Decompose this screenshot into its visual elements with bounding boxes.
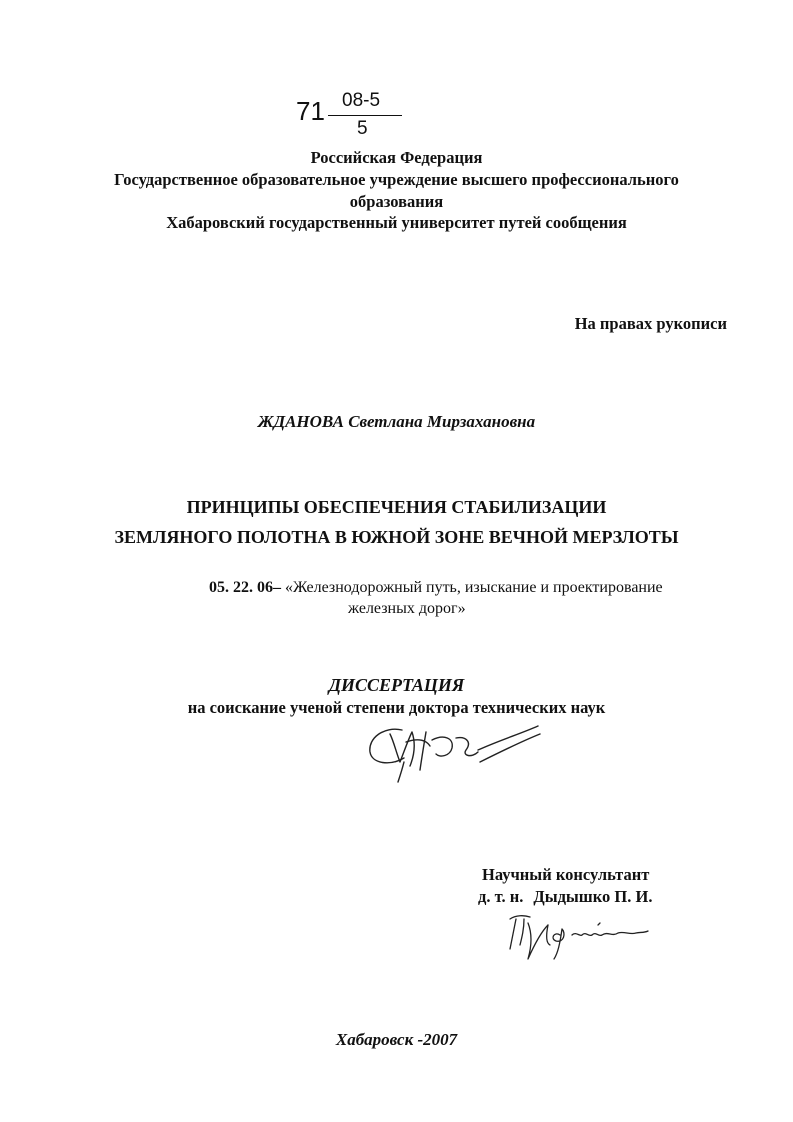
title-line2: ЗЕМЛЯНОГО ПОЛОТНА В ЮЖНОЙ ЗОНЕ ВЕЧНОЙ МЕРЗЛОТЫ bbox=[114, 527, 679, 547]
catalog-code-numerator: 08-5 bbox=[342, 90, 381, 111]
consultant-label: Научный консультант bbox=[482, 865, 650, 884]
header-institution-line1: Государственное образовательное учреждение высшего профессионального bbox=[114, 170, 679, 189]
header-country: Российская Федерация bbox=[310, 148, 483, 167]
catalog-code-denominator: 5 bbox=[357, 118, 368, 139]
city-year: Хабаровск -2007 bbox=[335, 1030, 458, 1049]
author-name: ЖДАНОВА Светлана Мирзахановна bbox=[257, 412, 536, 431]
catalog-code-fraction-line bbox=[328, 115, 402, 116]
consultant-degree: д. т. н. bbox=[478, 887, 524, 906]
manuscript-note: На правах рукописи bbox=[574, 314, 727, 333]
specialty-name-line2: железных дорог» bbox=[348, 600, 466, 617]
author-signature bbox=[360, 712, 550, 784]
title-line1: ПРИНЦИПЫ ОБЕСПЕЧЕНИЯ СТАБИЛИЗАЦИИ bbox=[186, 497, 607, 517]
degree-line: на соискание ученой степени доктора технических наук bbox=[187, 698, 606, 717]
consultant-signature bbox=[502, 905, 652, 965]
document-type: ДИССЕРТАЦИЯ bbox=[328, 675, 465, 695]
specialty-name-line1: «Железнодорожный путь, изыскание и проектирование bbox=[285, 579, 663, 596]
header-institution-line2: образования bbox=[349, 192, 444, 211]
specialty-code: 05. 22. 06– bbox=[209, 579, 281, 596]
header-university: Хабаровский государственный университет путей сообщения bbox=[166, 213, 627, 232]
specialty-line1 bbox=[209, 577, 663, 598]
catalog-code-main: 71 bbox=[296, 96, 325, 126]
consultant-name: Дыдышко П. И. bbox=[533, 887, 653, 906]
